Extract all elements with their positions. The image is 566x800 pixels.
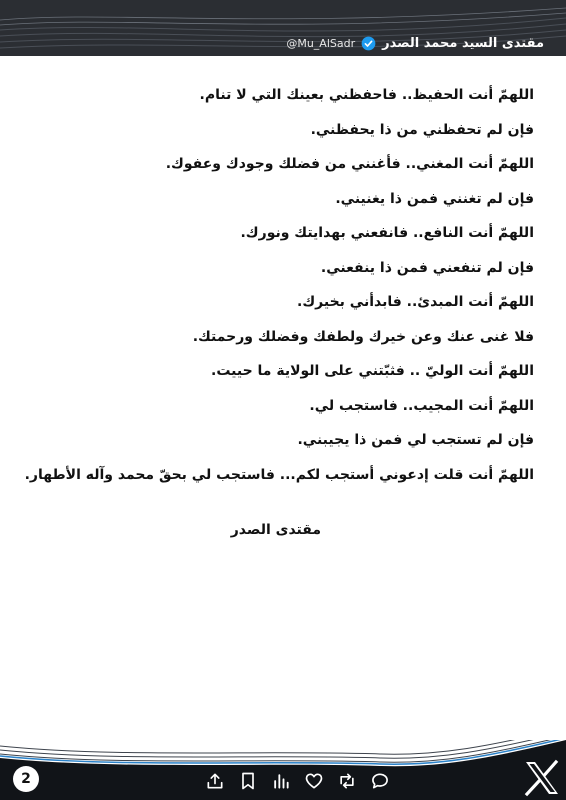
reply-icon[interactable] <box>370 771 390 791</box>
post-text <box>14 78 534 492</box>
views-icon[interactable] <box>271 771 291 791</box>
text-line: فلا غنى عنك وعن خيرك ولطفك وفضلك ورحمتك. <box>192 328 534 345</box>
text-line: اللهمّ أنت الحفيظ.. فاحفظني بعينك التي لا تنام. <box>199 87 534 103</box>
action-bar <box>205 770 390 792</box>
text-line: اللهمّ أنت المجيب.. فاستجب لي. <box>309 397 534 414</box>
text-line: اللهمّ أنت قلت إدعوني أستجب لكم... فاستجب لي بحقّ محمد وآله الأطهار. <box>24 466 534 483</box>
text-line: فإن لم تغنني فمن ذا يغنيني. <box>335 190 534 207</box>
share-icon[interactable] <box>205 771 225 791</box>
text-line: فإن لم تحفظني من ذا يحفظني. <box>310 121 534 138</box>
author-handle[interactable]: @Mu_AlSadr <box>286 36 356 50</box>
x-logo-icon <box>522 758 562 798</box>
text-line: اللهمّ أنت المبدئ.. فابدأني بخيرك. <box>297 294 534 310</box>
bookmark-icon[interactable] <box>238 771 258 791</box>
repost-icon[interactable] <box>337 771 357 791</box>
header-bar <box>0 0 566 56</box>
text-line: اللهمّ أنت الوليّ .. فثبّتني على الولاية ما حييت. <box>211 363 534 379</box>
author-info[interactable] <box>286 34 544 52</box>
footer-bar <box>0 740 566 800</box>
text-line: اللهمّ أنت المغني.. فأغنني من فضلك وجودك وعفوك. <box>165 156 534 172</box>
signature: مقتدى الصدر <box>230 522 321 538</box>
text-line: اللهمّ أنت النافع.. فانفعني بهدايتك ونورك. <box>240 225 534 241</box>
text-line: فإن لم تستجب لي فمن ذا يجيبني. <box>297 432 534 448</box>
text-line: فإن لم تنفعني فمن ذا ينفعني. <box>320 259 534 276</box>
heart-icon[interactable] <box>304 771 324 791</box>
page-number-badge: 2 <box>13 766 39 792</box>
author-name[interactable]: مقتدى السيد محمد الصدر <box>382 35 544 51</box>
verified-badge-icon <box>361 36 376 51</box>
